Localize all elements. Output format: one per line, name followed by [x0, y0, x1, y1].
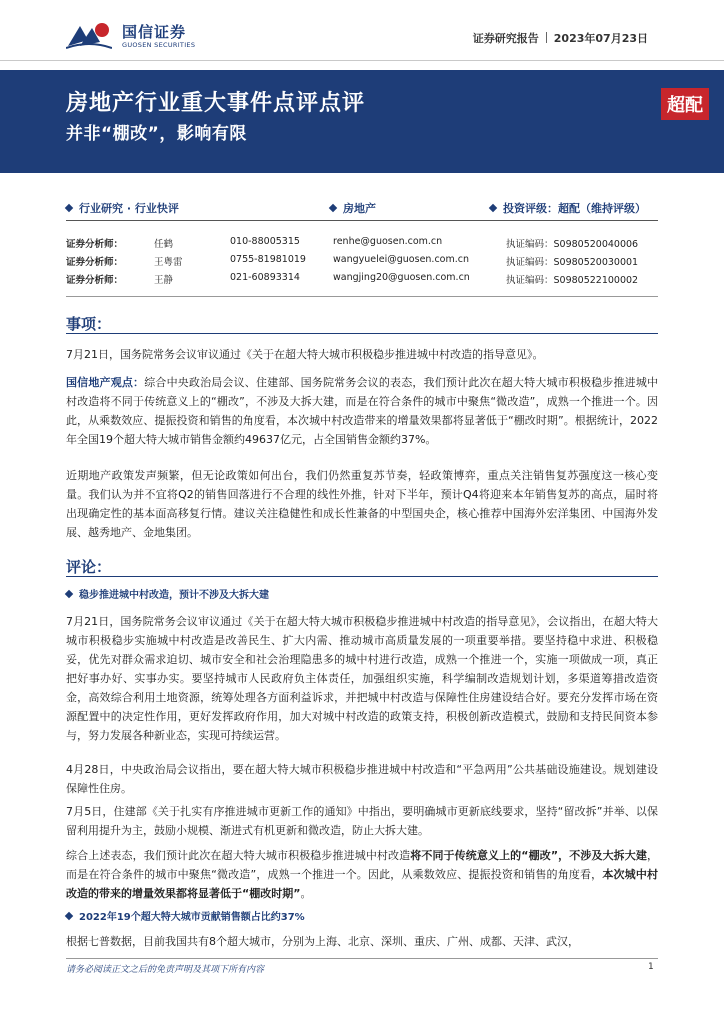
logo-name-cn: 国信证券 [122, 23, 187, 41]
analyst-phone: 010-88005315 [230, 236, 300, 247]
view-label: 国信地产观点： [66, 376, 145, 389]
report-date: 2023年07月23日 [553, 32, 648, 45]
report-title: 房地产行业重大事件点评点评 [66, 91, 366, 116]
analyst-row [0, 236, 724, 250]
header-rule [0, 60, 724, 61]
rating-badge: 超配 [661, 88, 709, 120]
diamond-icon [489, 204, 497, 212]
comments-paragraph-1: 7月21日，国务院常务会议审议通过《关于在超大特大城市积极稳步推进城中村改造的指导意见》，会议指出，在超大特大城市积极稳步实施城中村改造是改善民生、扩大内需、推动城市高质量发展的一项重要举措。要坚持稳中求进、积极稳妥，优先对群众需求迫切、城市安全和社会治理隐患多的城中村进行改造，成熟一个推进一个，实施一项做成一项，真正把好事办好、实事办实。要坚持城市人民政府负主体责任，加强组织实施，科学编制改造规划计划，多渠道筹措改造资金，高效综合利用土地资源，统筹处理各方面利益诉求，并把城中村改造与保障性住房建设结合好。要充分发挥市场在资源配置中的决定性作用，更好发挥政府作用，加大对城中村改造的政策支持，积极创新改造模式，鼓励和支持民间资本参与，努力发展各种新业态，实现可持续运营。 [66, 615, 658, 742]
events-paragraph-3: 近期地产政策发声频繁，但无论政策如何出台，我们仍然重复苏节奏，轻政策博弈，重点关注销售复苏强度这一核心变量。我们认为并不宜将Q2的销售回落进行不合理的线性外推，针对下半年，预计Q4将迎来本年销售复苏的高点，届时将出现确定性的基本面高移复行情。建议关注稳健性和成长性兼备的中型国央企，核心推荐中国海外宏洋集团、中国海外发展、越秀地产、金地集团。 [66, 469, 658, 539]
analyst-name: 王静 [154, 275, 174, 286]
meta-rating [490, 200, 646, 216]
header-info [473, 30, 648, 46]
footer-disclaimer: 请务必阅读正文之后的免责声明及其项下所有内容 [66, 965, 265, 975]
comments-paragraph-2: 4月28日，中央政治局会议指出，要在超大特大城市积极稳步推进城中村改造和“平急两用”公共基础设施建设。规划建设保障性住房。 [66, 763, 658, 795]
page-number: 1 [648, 962, 654, 972]
analyst-role: 证券分析师： [66, 275, 124, 286]
subheading-text: 2022年19个超大特大城市贡献销售额占比约37% [79, 912, 305, 923]
diamond-icon [329, 204, 337, 212]
analyst-row [0, 272, 724, 286]
subheading-text: 稳步推进城中村改造，预计不涉及大拆大建 [79, 590, 269, 601]
meta-category [66, 200, 179, 216]
diamond-icon [65, 204, 73, 212]
meta-rating-text: 投资评级：超配（维持评级） [503, 202, 646, 215]
meta-industry-text: 房地产 [343, 202, 376, 215]
events-paragraph-1: 7月21日，国务院常务会议审议通过《关于在超大特大城市积极稳步推进城中村改造的指导意见》。 [66, 348, 544, 361]
comments-paragraph-4 [66, 846, 658, 903]
guosen-logo-icon [66, 20, 112, 52]
p4-text-b: ，而是在符合条件的城市中聚焦“微改造”，成熟一个推进一个。因此，从乘数效应、提振投资和销售的角度看， [66, 849, 658, 881]
comments-paragraph-5: 根据七普数据，目前我国共有8个超大城市，分别为上海、北京、深圳、重庆、广州、成都、天津、武汉， [66, 935, 579, 948]
meta-rule [66, 220, 658, 221]
report-subtitle: 并非“棚改”，影响有限 [66, 124, 247, 144]
comments-heading: 评论： [66, 558, 112, 576]
p4-text-a: 综合上述表态，我们预计此次在超大特大城市积极稳步推进城中村改造 [66, 849, 411, 862]
header-divider [546, 32, 547, 43]
analyst-phone: 021-60893314 [230, 272, 300, 283]
analyst-row [0, 254, 724, 268]
meta-industry [330, 200, 376, 216]
analyst-code: 执证编码：S0980522100002 [506, 275, 639, 286]
events-rule [66, 333, 658, 334]
report-type: 证券研究报告 [472, 32, 539, 45]
p4-bold-a: 将不同于传统意义上的“棚改”，不涉及大拆大建 [410, 849, 647, 862]
analyst-role: 证券分析师： [66, 239, 124, 250]
events-paragraph-2 [66, 373, 658, 449]
logo-name-en: GUOSEN SECURITIES [122, 41, 196, 49]
analyst-phone: 0755-81981019 [230, 254, 306, 265]
p4-bold-b: 本次城中村改造的带来的增量效果都将显著低于“棚改时期” [66, 868, 658, 900]
diamond-icon [65, 590, 73, 598]
view-text: 综合中央政治局会议、住建部、国务院常务会议的表态，我们预计此次在超大特大城市积极稳步推进城中村改造将不同于传统意义上的“棚改”，不涉及大拆大建，而是在符合条件的城市中聚焦“微改造”，成熟一个推进一个。因此，从乘数效应、提振投资和销售的角度看，本次城中村改造带来的增量效果都将显著低于“棚改时期”。根据统计，2022年全国19个超大特大城市销售金额约49637亿元，占全国销售金额约37%。 [66, 376, 659, 446]
comments-subheading-2 [66, 908, 305, 923]
analyst-rule [66, 296, 658, 297]
analyst-name: 任鹤 [154, 239, 174, 250]
comments-rule [66, 576, 658, 577]
diamond-icon [65, 912, 73, 920]
comments-subheading-1 [66, 586, 269, 601]
comments-paragraph-3: 7月5日，住建部《关于扎实有序推进城市更新工作的通知》中指出，要明确城市更新底线要求，坚持“留改拆”并举、以保留利用提升为主，鼓励小规模、渐进式有机更新和微改造，防止大拆大建。 [66, 805, 658, 837]
analyst-email: wangyuelei@guosen.com.cn [333, 254, 470, 265]
analyst-name: 王粤雷 [154, 257, 183, 268]
analyst-code: 执证编码：S0980520030001 [506, 257, 639, 268]
events-heading: 事项： [66, 315, 112, 333]
analyst-role: 证券分析师： [66, 257, 124, 268]
footer-rule [66, 958, 658, 959]
analyst-code: 执证编码：S0980520040006 [506, 239, 639, 250]
analyst-email: wangjing20@guosen.com.cn [333, 272, 470, 283]
meta-category-text: 行业研究 · 行业快评 [79, 202, 179, 215]
analyst-email: renhe@guosen.com.cn [333, 236, 443, 247]
p4-text-c: 。 [300, 887, 312, 900]
